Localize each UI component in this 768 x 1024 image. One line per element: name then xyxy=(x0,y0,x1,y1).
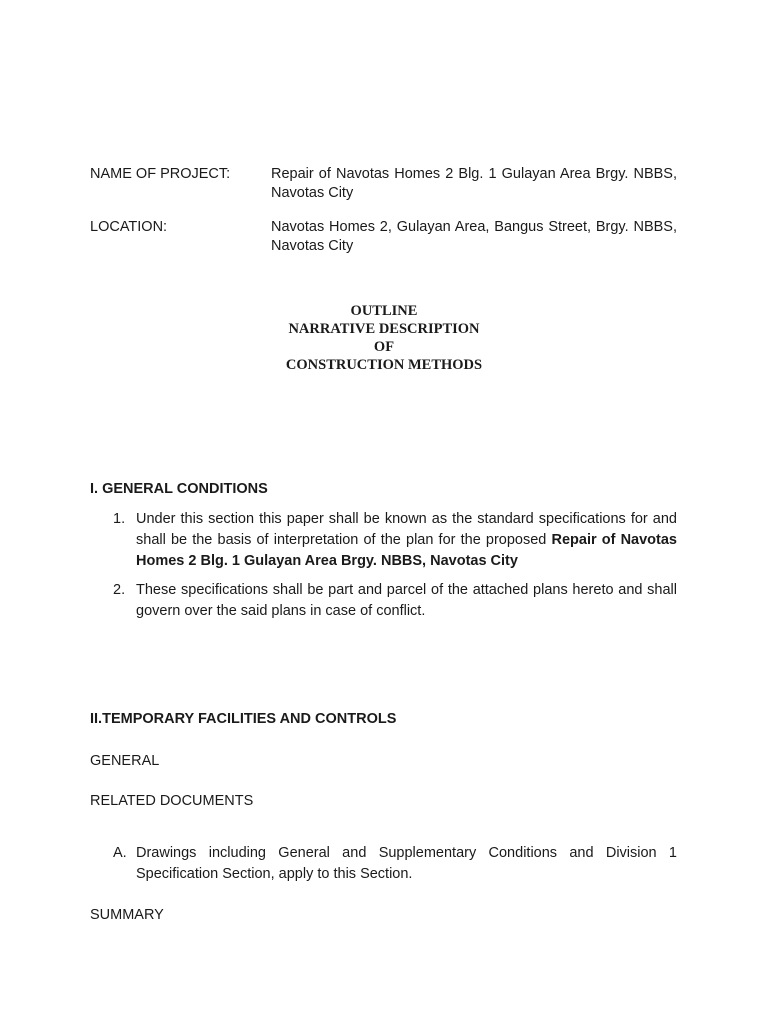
location-label: LOCATION: xyxy=(90,219,168,235)
list-item-body: Under this section this paper shall be known as the standard specifications for and shall be the basis of interpretation of the plan for the proposed xyxy=(136,511,677,548)
location-value: Navotas Homes 2, Gulayan Area, Bangus Street, Brgy. NBBS, Navotas City xyxy=(271,219,677,254)
general-label: GENERAL xyxy=(90,753,160,769)
list-marker: A. xyxy=(113,845,127,861)
list-item-text: These specifications shall be part and parcel of the attached plans hereto and shall govern over the said plans in case of conflict. xyxy=(136,582,677,619)
summary-label: SUMMARY xyxy=(90,907,164,923)
list-item-text: Drawings including General and Supplementary Conditions and Division 1 Specification Section, apply to this Section. xyxy=(136,845,677,882)
project-name-label: NAME OF PROJECT: xyxy=(90,166,231,182)
list-item xyxy=(90,580,677,622)
project-name-emphasis: Repair of Navotas Homes 2 Blg. 1 Gulayan Area Brgy. NBBS, Navotas City xyxy=(136,532,677,569)
section-1-list xyxy=(90,509,677,622)
project-name-row xyxy=(90,165,677,202)
list-item xyxy=(90,509,677,572)
title-line-2: NARRATIVE DESCRIPTION xyxy=(288,321,480,337)
list-marker: 2. xyxy=(113,582,126,598)
section-1-heading: I. GENERAL CONDITIONS xyxy=(90,481,268,497)
location-row xyxy=(90,218,677,255)
section-2-list xyxy=(90,843,677,885)
list-item xyxy=(90,843,677,885)
title-line-4: CONSTRUCTION METHODS xyxy=(285,357,483,373)
title-line-1: OUTLINE xyxy=(350,303,418,319)
list-item-text xyxy=(136,509,677,572)
related-documents-label: RELATED DOCUMENTS xyxy=(90,793,254,809)
document-title xyxy=(0,302,768,374)
list-marker: 1. xyxy=(113,511,126,527)
title-line-3: OF xyxy=(373,339,395,355)
section-2-heading: II.TEMPORARY FACILITIES AND CONTROLS xyxy=(90,711,397,727)
project-name-value: Repair of Navotas Homes 2 Blg. 1 Gulayan Area Brgy. NBBS, Navotas City xyxy=(271,166,677,201)
